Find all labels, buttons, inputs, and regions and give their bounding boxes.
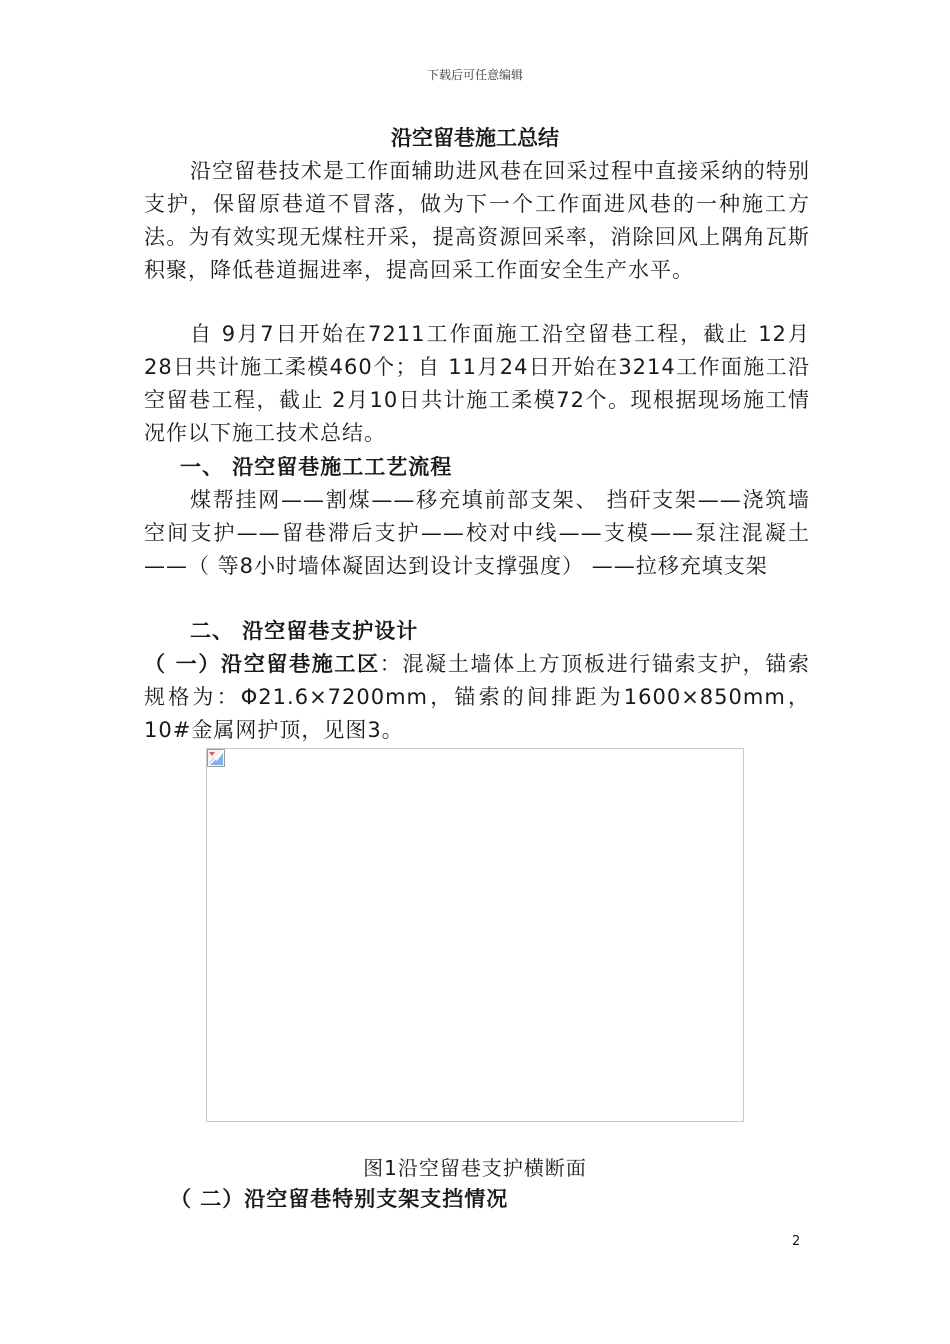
document-title: 沿空留巷施工总结 (391, 126, 559, 150)
process-paragraph: 煤帮挂网——割煤——移充填前部支架、 挡矸支架——浇筑墙空间支护——留巷滞后支护——校对中线——支模——泵注混凝土——（ 等8小时墙体凝固达到设计支撑强度） ——拉移充填支架 (144, 488, 810, 578)
support-design-text: ：混凝土墙体上方顶板进行锚索支护，锚索规格为：Φ21.6×7200mm，锚索的间排距为1600×850mm，10#金属网护顶，见图3。 (144, 652, 810, 742)
section-heading-process: 一、 沿空留巷施工工艺流程 (180, 455, 453, 479)
progress-paragraph: 自 9月7日开始在7211工作面施工沿空留巷工程，截止 12月28日共计施工柔模460个；自 11月24日开始在3214工作面施工沿空留巷工程，截止 2月10日共计施工柔模72个。现根据现场施工情况作以下施工技术总结。 (144, 322, 810, 445)
section-heading-support-design: 二、 沿空留巷支护设计 (190, 619, 419, 643)
broken-image-icon (207, 749, 225, 767)
support-design-subheading: （ 一）沿空留巷施工区 (144, 652, 380, 676)
figure-caption: 图1沿空留巷支护横断面 (363, 1156, 587, 1180)
section-heading-special-support: （ 二）沿空留巷特别支架支挡情况 (170, 1187, 509, 1211)
intro-paragraph: 沿空留巷技术是工作面辅助进风巷在回采过程中直接采纳的特别支护，保留原巷道不冒落，做为下一个工作面进风巷的一种施工方法。为有效实现无煤柱开采，提高资源回采率，消除回风上隅角瓦斯积聚，降低巷道掘进率，提高回采工作面安全生产水平。 (144, 159, 810, 282)
page-number: 2 (792, 1234, 801, 1249)
figure-image-frame (206, 748, 744, 1122)
page-header-note: 下载后可任意编辑 (426, 68, 523, 82)
support-design-paragraph (144, 648, 810, 747)
